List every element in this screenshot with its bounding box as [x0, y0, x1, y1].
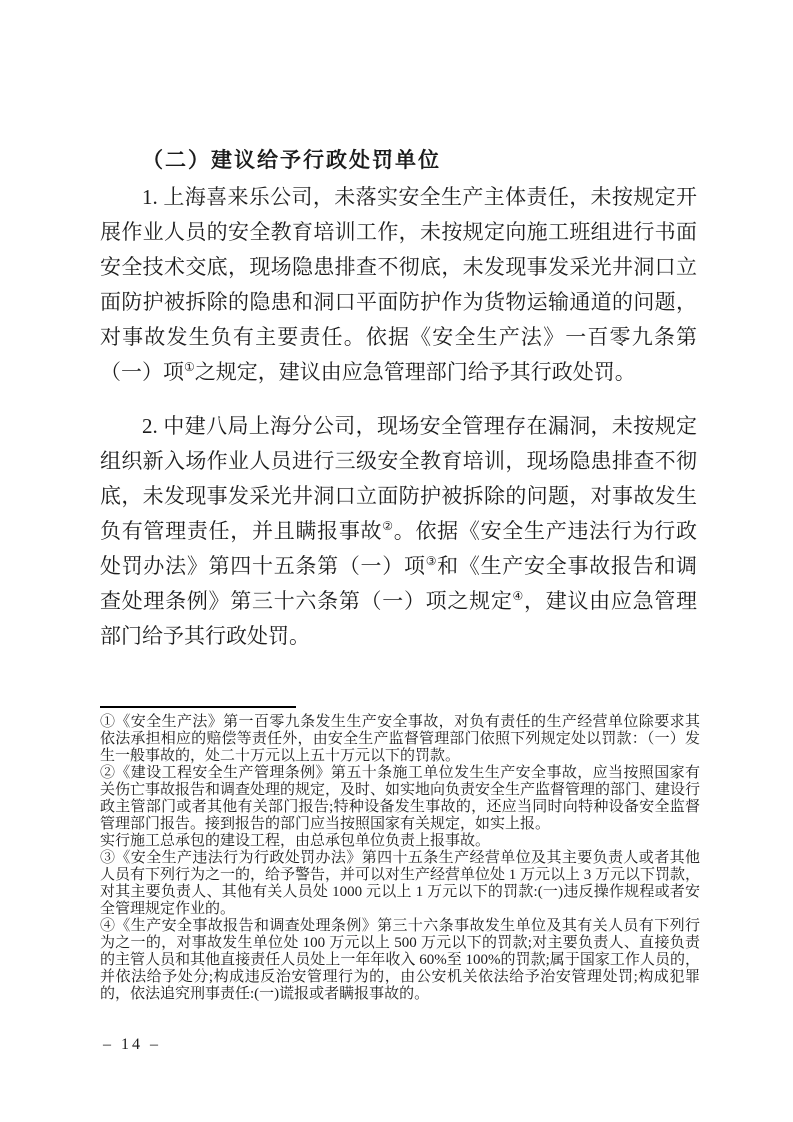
paragraph-2 — [100, 409, 697, 654]
footnote-1-text: 《安全生产法》第一百零九条发生生产安全事故，对负有责任的生产经营单位除要求其依法承担相应的赔偿等责任外，由安全生产监督管理部门依照下列规定处以罚款：（一）发生一般事故的，处二十万元以上五十万元以下的罚款。 — [100, 714, 700, 764]
footnote-ref-1: ① — [184, 360, 195, 374]
paragraph-1-text: 1. 上海喜来乐公司，未落实安全生产主体责任，未按规定开展作业人员的安全教育培训工作，未按规定向施工班组进行书面安全技术交底，现场隐患排查不彻底，未发现事发采光井洞口立面防护被拆除的隐患和洞口平面防护作为货物运输通道的问题，对事故发生负有主要责任。依据《安全生产法》一百零九条第（一）项 — [100, 185, 697, 384]
paragraph-2-text-cont-3: ，建议由应急管理部门给予其行政处罚。 — [100, 589, 698, 648]
footnote-section — [100, 706, 700, 1003]
page-number: – 14 – — [103, 1036, 161, 1053]
footnote-4 — [100, 918, 700, 1003]
paragraph-1-text-cont: 之规定，建议由应急管理部门给予其行政处罚。 — [194, 360, 636, 384]
footnote-4-marker: ④ — [100, 918, 116, 934]
paragraph-2-text-cont-1: 。依据《安全生产违法行为行政处罚办法》第四十五条第（一）项 — [100, 519, 698, 578]
footnote-2-text: 《建设工程安全生产管理条例》第五十条施工单位发生生产安全事故，应当按照国家有关伤亡事故报告和调查处理的规定，及时、如实地向负责安全生产监督管理的部门、建设行政主管部门或者其他有关部门报告;特种设备发生事故的，还应当同时向特种设备安全监督管理部门报告。接到报告的部门应当按照国家有关规定，如实上报。 — [100, 765, 701, 832]
footnote-ref-2: ② — [382, 519, 394, 533]
footnote-ref-4: ④ — [512, 589, 525, 603]
paragraph-1 — [100, 180, 697, 390]
paragraph-2-text: 2. 中建八局上海分公司，现场安全管理存在漏洞，未按规定组织新入场作业人员进行三级安全教育培训，现场隐患排查不彻底，未发现事发采光井洞口立面防护被拆除的问题，对事故发生负有管理责任，并且瞒报事故 — [100, 414, 697, 543]
footnote-2 — [100, 765, 700, 833]
footnote-3 — [100, 850, 700, 918]
footnote-1-marker: ① — [100, 714, 116, 730]
footnote-4-text: 《生产安全事故报告和调查处理条例》第三十六条事故发生单位及其有关人员有下列行为之一的，对事故发生单位处 100 万元以上 500 万元以下的罚款;对主要负责人、直接负责的主管人员和其他直接责任人员处上一年年收入 60%至 100%的罚款;属于国家工作人员的，并依法给予处分;构成违反治安管理行为的，由公安机关依法给予治安管理处罚;构成犯罪的，依法追究刑事责任:(一)谎报或者瞒报事故的。 — [100, 918, 700, 1002]
footnote-3-marker: ③ — [100, 850, 116, 866]
footnote-2-extra-line: 实行施工总承包的建设工程，由总承包单位负责上报事故。 — [100, 833, 491, 849]
footnote-1 — [100, 714, 700, 765]
document-body — [100, 143, 697, 654]
footnote-separator — [100, 706, 296, 708]
footnote-3-text: 《安全生产违法行为行政处罚办法》第四十五条生产经营单位及其主要负责人或者其他人员有下列行为之一的，给予警告，并可以对生产经营单位处 1 万元以上 3 万元以下罚款，对其主要负责人、其他有关人员处 1000 元以上 1 万元以下的罚款:(一)违反操作规程或者安全管理规定作业的。 — [100, 850, 701, 917]
footnote-2-marker: ② — [100, 765, 116, 781]
footnote-ref-3: ③ — [425, 554, 438, 568]
paragraph-2-text-cont-2: 和《生产安全事故报告和调查处理条例》第三十六条第（一）项之规定 — [100, 554, 698, 613]
section-heading: （二）建议给予行政处罚单位 — [142, 148, 441, 172]
